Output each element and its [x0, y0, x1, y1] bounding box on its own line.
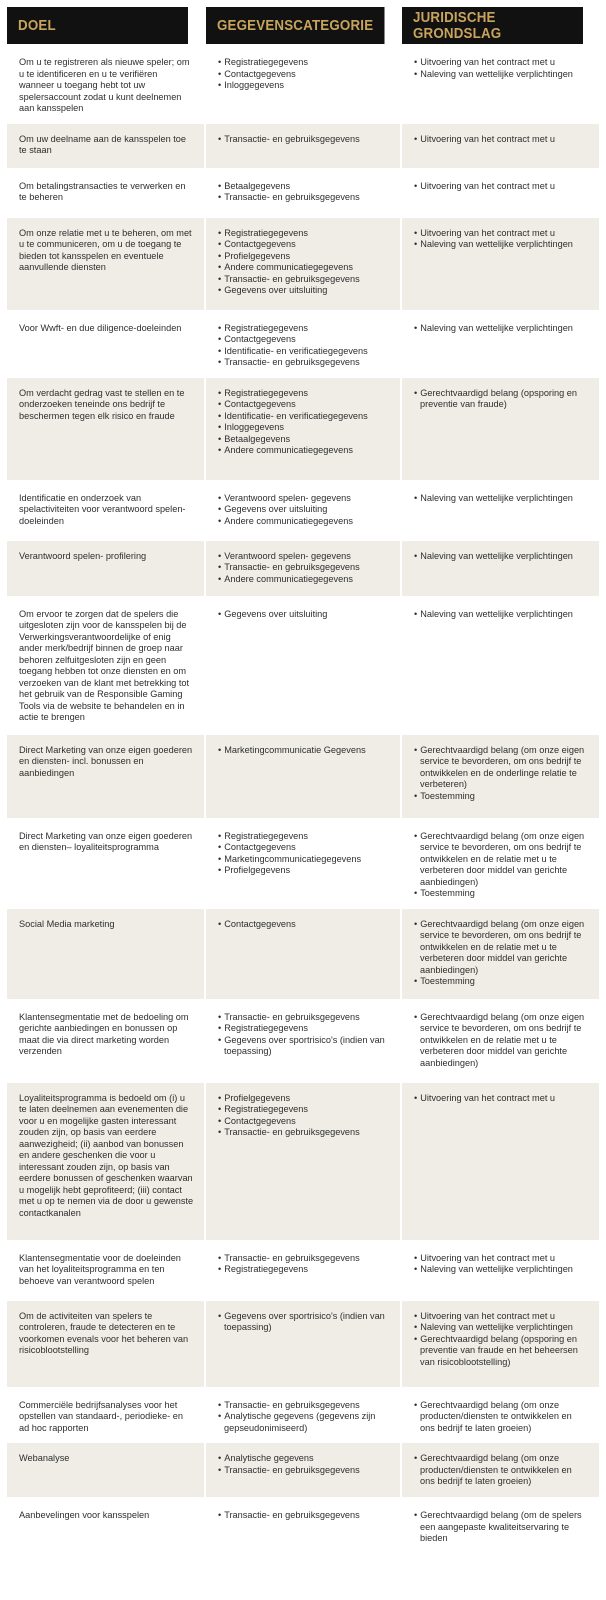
category-item: • Verantwoord spelen- gegevens [218, 493, 390, 505]
grondslag-item: • Gerechtvaardigd belang (opsporing en preventie van fraude en het beheersen van risicoblootstelling) [414, 1334, 589, 1369]
category-item: • Andere communicatiegegevens [218, 574, 390, 586]
table-row [7, 122, 599, 169]
gegevenscategorie-cell [205, 907, 401, 1000]
grondslag-item: • Gerechtvaardigd belang (opsporing en preventie van fraude) [414, 388, 589, 411]
category-list [218, 1253, 390, 1276]
processing-purposes-table [7, 7, 599, 1558]
category-item: • Transactie- en gebruiksgegevens [218, 1510, 390, 1522]
gegevenscategorie-cell [205, 122, 401, 169]
juridische-grondslag-cell [401, 539, 599, 597]
grondslag-list [414, 831, 589, 900]
category-item: • Transactie- en gebruiksgegevens [218, 1127, 390, 1139]
category-item: • Contactgegevens [218, 842, 390, 854]
grondslag-item: • Gerechtvaardigd belang (om onze eigen service te bevorderen, om ons bedrijf te ontwikkelen en de relatie met u te verbeteren door middel van gerichte aanbiedingen) [414, 919, 589, 977]
category-list [218, 181, 390, 204]
table-row [7, 1299, 599, 1388]
grondslag-item: • Uitvoering van het contract met u [414, 1253, 589, 1265]
category-item: • Contactgegevens [218, 399, 390, 411]
grondslag-list [414, 551, 589, 563]
doel-cell: Om verdacht gedrag vast te stellen en te onderzoeken teneinde ons bedrijf te beschermen tegen elk risico en fraude [7, 376, 205, 481]
juridische-grondslag-cell [401, 733, 599, 819]
gegevenscategorie-cell [205, 46, 401, 123]
category-list [218, 919, 390, 931]
gegevenscategorie-cell [205, 376, 401, 481]
table-row [7, 169, 599, 216]
doel-cell: Klantensegmentatie met de bedoeling om gerichte aanbiedingen en bonussen op maat die via direct marketing worden verzenden [7, 1000, 205, 1081]
grondslag-item: • Toestemming [414, 791, 589, 803]
table-header-row [7, 7, 599, 46]
grondslag-item: • Naleving van wettelijke verplichtingen [414, 69, 589, 81]
privacy-table-container [7, 7, 599, 1558]
category-item: • Gegevens over uitsluiting [218, 285, 390, 297]
grondslag-list [414, 745, 589, 803]
grondslag-item: • Naleving van wettelijke verplichtingen [414, 1322, 589, 1334]
grondslag-list [414, 134, 589, 146]
doel-cell: Loyaliteitsprogramma is bedoeld om (i) u te laten deelnemen aan evenementen die voor u en mogelijke gasten interessant zouden zijn, op basis van eerdere aanwezigheid; (ii) aanbod van bonussen en andere geschenken die voor u interessant zouden zijn, op basis van eerdere bonussen of geschenken waarvan u mogelijk hebt geprofiteerd; (iii) contact met u op te nemen via de door u gewenste contactkanalen [7, 1081, 205, 1241]
table-row [7, 733, 599, 819]
category-item: • Registratiegegevens [218, 323, 390, 335]
category-list [218, 493, 390, 528]
category-item: • Profielgegevens [218, 865, 390, 877]
doel-cell: Direct Marketing van onze eigen goederen en diensten– loyaliteitsprogramma [7, 819, 205, 907]
juridische-grondslag-cell [401, 169, 599, 216]
grondslag-list [414, 181, 589, 193]
grondslag-list [414, 1093, 589, 1105]
category-item: • Marketingcommunicatie Gegevens [218, 745, 390, 757]
gegevenscategorie-cell [205, 216, 401, 311]
category-list [218, 1400, 390, 1435]
doel-cell: Om betalingstransacties te verwerken en te beheren [7, 169, 205, 216]
grondslag-item: • Naleving van wettelijke verplichtingen [414, 1264, 589, 1276]
doel-cell: Webanalyse [7, 1442, 205, 1499]
juridische-grondslag-cell [401, 1388, 599, 1442]
gegevenscategorie-cell [205, 597, 401, 733]
grondslag-item: • Gerechtvaardigd belang (om onze eigen service te bevorderen, om ons bedrijf te ontwikkelen en de relatie met u te verbeteren door middel van gerichte aanbiedingen) [414, 831, 589, 889]
grondslag-list [414, 1400, 589, 1435]
category-list [218, 323, 390, 369]
table-body [7, 46, 599, 1558]
gegevenscategorie-cell [205, 1499, 401, 1558]
category-item: • Contactgegevens [218, 239, 390, 251]
juridische-grondslag-cell [401, 122, 599, 169]
doel-cell: Social Media marketing [7, 907, 205, 1000]
category-item: • Transactie- en gebruiksgegevens [218, 357, 390, 369]
grondslag-item: • Naleving van wettelijke verplichtingen [414, 239, 589, 251]
doel-cell: Om u te registreren als nieuwe speler; om u te identificeren en u te verifiëren wanneer u toegang hebt tot uw spelersaccount zodat u kunt deelnemen aan kansspelen [7, 46, 205, 123]
juridische-grondslag-cell [401, 819, 599, 907]
doel-cell: Om uw deelname aan de kansspelen toe te staan [7, 122, 205, 169]
category-list [218, 388, 390, 457]
table-row [7, 216, 599, 311]
category-item: • Transactie- en gebruiksgegevens [218, 1400, 390, 1412]
category-item: • Transactie- en gebruiksgegevens [218, 562, 390, 574]
header-juridische-grondslag: JURIDISCHE GRONDSLAG [401, 7, 583, 46]
category-item: • Registratiegegevens [218, 1264, 390, 1276]
grondslag-item: • Gerechtvaardigd belang (om onze producten/diensten te ontwikkelen en ons bedrijf te laten groeien) [414, 1400, 589, 1435]
category-item: • Betaalgegevens [218, 434, 390, 446]
doel-cell: Verantwoord spelen- profilering [7, 539, 205, 597]
doel-cell: Direct Marketing van onze eigen goederen en diensten- incl. bonussen en aanbiedingen [7, 733, 205, 819]
doel-cell: Commerciële bedrijfsanalyses voor het opstellen van standaard-, periodieke- en ad hoc rapporten [7, 1388, 205, 1442]
category-list [218, 1311, 390, 1334]
grondslag-list [414, 388, 589, 411]
gegevenscategorie-cell [205, 1000, 401, 1081]
juridische-grondslag-cell [401, 1499, 599, 1558]
grondslag-list [414, 1253, 589, 1276]
category-item: • Andere communicatiegegevens [218, 445, 390, 457]
grondslag-list [414, 1510, 589, 1545]
grondslag-item: • Uitvoering van het contract met u [414, 1311, 589, 1323]
category-item: • Registratiegegevens [218, 388, 390, 400]
category-list [218, 57, 390, 92]
table-row [7, 539, 599, 597]
table-row [7, 481, 599, 539]
category-list [218, 831, 390, 877]
table-row [7, 1442, 599, 1499]
category-item: • Contactgegevens [218, 1116, 390, 1128]
category-item: • Gegevens over sportrisico's (indien van toepassing) [218, 1311, 390, 1334]
gegevenscategorie-cell [205, 1299, 401, 1388]
table-row [7, 597, 599, 733]
doel-cell: Voor Wwft- en due diligence-doeleinden [7, 311, 205, 376]
juridische-grondslag-cell [401, 481, 599, 539]
category-item: • Registratiegegevens [218, 57, 390, 69]
table-row [7, 1081, 599, 1241]
category-item: • Profielgegevens [218, 1093, 390, 1105]
category-list [218, 609, 390, 621]
category-list [218, 134, 390, 146]
gegevenscategorie-cell [205, 1442, 401, 1499]
juridische-grondslag-cell [401, 907, 599, 1000]
gegevenscategorie-cell [205, 481, 401, 539]
grondslag-list [414, 609, 589, 621]
gegevenscategorie-cell [205, 539, 401, 597]
category-list [218, 745, 390, 757]
category-list [218, 228, 390, 297]
category-list [218, 1453, 390, 1476]
category-item: • Transactie- en gebruiksgegevens [218, 274, 390, 286]
category-item: • Transactie- en gebruiksgegevens [218, 1012, 390, 1024]
category-item: • Registratiegegevens [218, 831, 390, 843]
category-item: • Marketingcommunicatiegegevens [218, 854, 390, 866]
gegevenscategorie-cell [205, 169, 401, 216]
category-item: • Registratiegegevens [218, 228, 390, 240]
category-item: • Identificatie- en verificatiegegevens [218, 411, 390, 423]
category-item: • Analytische gegevens [218, 1453, 390, 1465]
doel-cell: Om ervoor te zorgen dat de spelers die uitgesloten zijn voor de kansspelen bij de Verwerkingsverantwoordelijke of enig ander merk/bedrijf binnen de groep naar behoren zelfuitgesloten zijn en geen toegang hebben tot onze diensten en om verzoeken van de klant met betrekking tot het gebruik van de Responsible Gaming Tools via de website te behandelen en in actie te brengen [7, 597, 205, 733]
header-doel: DOEL [7, 7, 189, 46]
juridische-grondslag-cell [401, 1000, 599, 1081]
category-list [218, 1510, 390, 1522]
juridische-grondslag-cell [401, 311, 599, 376]
grondslag-list [414, 1311, 589, 1369]
category-item: • Inloggegevens [218, 422, 390, 434]
category-list [218, 551, 390, 586]
grondslag-item: • Naleving van wettelijke verplichtingen [414, 551, 589, 563]
category-item: • Gegevens over sportrisico's (indien van toepassing) [218, 1035, 390, 1058]
category-item: • Betaalgegevens [218, 181, 390, 193]
gegevenscategorie-cell [205, 1241, 401, 1299]
table-row [7, 819, 599, 907]
category-item: • Andere communicatiegegevens [218, 516, 390, 528]
doel-cell: Klantensegmentatie voor de doeleinden van het loyaliteitsprogramma en ten behoeve van verantwoord spelen [7, 1241, 205, 1299]
grondslag-item: • Gerechtvaardigd belang (om de spelers een aangepaste kwaliteitservaring te bieden [414, 1510, 589, 1545]
category-item: • Transactie- en gebruiksgegevens [218, 192, 390, 204]
table-row [7, 1241, 599, 1299]
gegevenscategorie-cell [205, 311, 401, 376]
gegevenscategorie-cell [205, 733, 401, 819]
category-list [218, 1093, 390, 1139]
grondslag-list [414, 57, 589, 80]
table-row [7, 311, 599, 376]
category-item: • Profielgegevens [218, 251, 390, 263]
juridische-grondslag-cell [401, 1442, 599, 1499]
category-item: • Transactie- en gebruiksgegevens [218, 134, 390, 146]
table-row [7, 1499, 599, 1558]
table-row [7, 46, 599, 123]
grondslag-item: • Uitvoering van het contract met u [414, 228, 589, 240]
category-item: • Inloggegevens [218, 80, 390, 92]
category-item: • Contactgegevens [218, 919, 390, 931]
table-row [7, 1388, 599, 1442]
grondslag-item: • Naleving van wettelijke verplichtingen [414, 609, 589, 621]
juridische-grondslag-cell [401, 1241, 599, 1299]
grondslag-item: • Uitvoering van het contract met u [414, 134, 589, 146]
grondslag-list [414, 323, 589, 335]
category-item: • Registratiegegevens [218, 1104, 390, 1116]
grondslag-item: • Gerechtvaardigd belang (om onze eigen service te bevorderen, om ons bedrijf te ontwikkelen en de onderlinge relatie te verbeteren) [414, 745, 589, 791]
grondslag-list [414, 919, 589, 988]
gegevenscategorie-cell [205, 1388, 401, 1442]
table-row [7, 907, 599, 1000]
category-item: • Transactie- en gebruiksgegevens [218, 1253, 390, 1265]
doel-cell: Aanbevelingen voor kansspelen [7, 1499, 205, 1558]
grondslag-item: • Uitvoering van het contract met u [414, 181, 589, 193]
category-item: • Verantwoord spelen- gegevens [218, 551, 390, 563]
doel-cell: Om de activiteiten van spelers te controleren, fraude te detecteren en te voorkomen evenals voor het beheren van risicoblootstelling [7, 1299, 205, 1388]
category-item: • Registratiegegevens [218, 1023, 390, 1035]
grondslag-list [414, 1012, 589, 1070]
juridische-grondslag-cell [401, 46, 599, 123]
grondslag-item: • Gerechtvaardigd belang (om onze eigen service te bevorderen, om ons bedrijf te ontwikkelen en de relatie met u te verbeteren door middel van gerichte aanbiedingen) [414, 1012, 589, 1070]
table-row [7, 376, 599, 481]
category-item: • Transactie- en gebruiksgegevens [218, 1465, 390, 1477]
grondslag-item: • Uitvoering van het contract met u [414, 1093, 589, 1105]
category-item: • Analytische gegevens (gegevens zijn gepseudonimiseerd) [218, 1411, 390, 1434]
grondslag-item: • Naleving van wettelijke verplichtingen [414, 493, 589, 505]
doel-cell: Om onze relatie met u te beheren, om met u te communiceren, om u de toegang te bieden tot kansspelen en eventuele aanvullende diensten [7, 216, 205, 311]
grondslag-item: • Uitvoering van het contract met u [414, 57, 589, 69]
grondslag-item: • Toestemming [414, 888, 589, 900]
juridische-grondslag-cell [401, 376, 599, 481]
grondslag-list [414, 493, 589, 505]
juridische-grondslag-cell [401, 1081, 599, 1241]
grondslag-list [414, 1453, 589, 1488]
grondslag-item: • Toestemming [414, 976, 589, 988]
gegevenscategorie-cell [205, 819, 401, 907]
category-item: • Identificatie- en verificatiegegevens [218, 346, 390, 358]
gegevenscategorie-cell [205, 1081, 401, 1241]
table-row [7, 1000, 599, 1081]
category-item: • Contactgegevens [218, 69, 390, 81]
juridische-grondslag-cell [401, 1299, 599, 1388]
grondslag-item: • Gerechtvaardigd belang (om onze producten/diensten te ontwikkelen en ons bedrijf te laten groeien) [414, 1453, 589, 1488]
category-list [218, 1012, 390, 1058]
header-gegevenscategorie: GEGEVENSCATEGORIE [205, 7, 385, 46]
grondslag-list [414, 228, 589, 251]
category-item: • Andere communicatiegegevens [218, 262, 390, 274]
category-item: • Gegevens over uitsluiting [218, 609, 390, 621]
juridische-grondslag-cell [401, 216, 599, 311]
doel-cell: Identificatie en onderzoek van spelactiviteiten voor verantwoord spelen- doeleinden [7, 481, 205, 539]
juridische-grondslag-cell [401, 597, 599, 733]
category-item: • Gegevens over uitsluiting [218, 504, 390, 516]
grondslag-item: • Naleving van wettelijke verplichtingen [414, 323, 589, 335]
category-item: • Contactgegevens [218, 334, 390, 346]
